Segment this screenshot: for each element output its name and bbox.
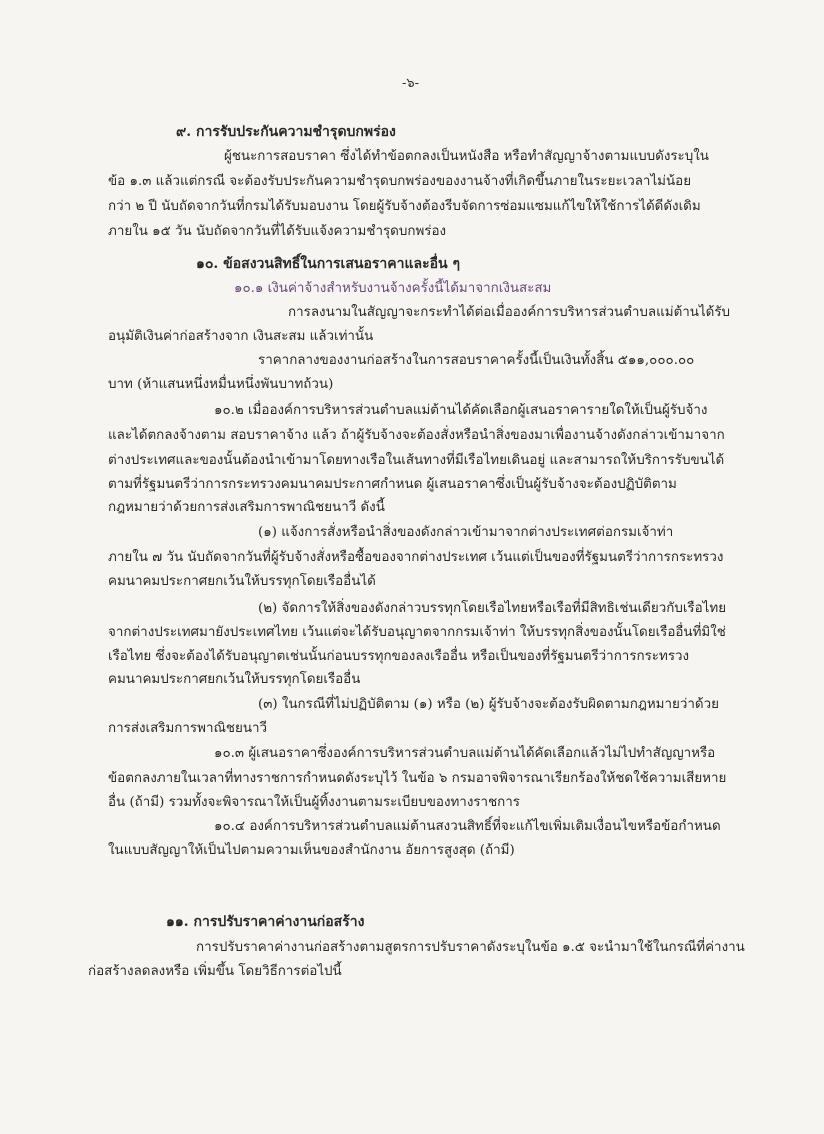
section-10-line: คมนาคมประกาศยกเว้นให้บรรทุกโดยเรืออื่นได้ [108,574,376,589]
section-10-line: การลงนามในสัญญาจะกระทำได้ต่อเมื่อองค์การบริหารส่วนตำบลแม่ต้านได้รับ [288,305,731,320]
section-10-line: ตามที่รัฐมนตรีว่าการกระทรวงคมนาคมประกาศกำหนด ผู้เสนอราคาซึ่งเป็นผู้รับจ้างจะต้องปฏิบัติตาม [108,477,677,492]
page-number: -๖- [402,76,420,91]
section-10-line: ๑๐.๓ ผู้เสนอราคาซึ่งองค์การบริหารส่วนตำบลแม่ต้านได้คัดเลือกแล้วไม่ไปทำสัญญาหรือ [214,746,716,761]
section-10-line: อนุมัติเงินค่าก่อสร้างจาก เงินสะสม แล้วเท่านั้น [108,329,374,344]
section-10-line: (๓) ในกรณีที่ไม่ปฏิบัติตาม (๑) หรือ (๒) ผู้รับจ้างจะต้องรับผิดตามกฎหมายว่าด้วย [258,697,719,712]
section-10-line: เรือไทย ซึ่งจะต้องได้รับอนุญาตเช่นนั้นก่อนบรรทุกของลงเรืออื่น หรือเป็นของที่รัฐมนตรีว่าการกระทรวง [108,649,690,664]
section-10-line: ต่างประเทศและของนั้นต้องนำเข้ามาโดยทางเรือในเส้นทางที่มีเรือไทยเดินอยู่ และสามารถให้บริการรับขนได้ [108,453,725,468]
section-10-line: ข้อตกลงภายในเวลาที่ทางราชการกำหนดดังระบุไว้ ในข้อ ๖ กรมอาจพิจารณาเรียกร้องให้ชดใช้ความเสียหาย [108,771,727,786]
section-10-line: ๑๐.๒ เมื่อองค์การบริหารส่วนตำบลแม่ต้านได้คัดเลือกผู้เสนอราคารายใดให้เป็นผู้รับจ้าง [214,403,708,418]
section-10-line: และได้ตกลงจ้างตาม สอบราคาจ้าง แล้ว ถ้าผู้รับจ้างจะต้องสั่งหรือนำสิ่งของมาเพื่องานจ้างดังกล่าวเข้ามาจาก [108,428,725,443]
section-10-line: ราคากลางของงานก่อสร้างในการสอบราคาครั้งนี้เป็นเงินทั้งสิ้น ๕๑๑,๐๐๐.๐๐ [258,353,695,368]
section-10-heading: ๑๐. ข้อสงวนสิทธิ์ในการเสนอราคาและอื่น ๆ [196,256,460,272]
section-11-heading: ๑๑. การปรับราคาค่างานก่อสร้าง [166,914,365,930]
section-10-line: ๑๐.๑ เงินค่าจ้างสำหรับงานจ้างครั้งนี้ได้มาจากเงินสะสม [234,281,552,296]
section-10-line: การส่งเสริมการพาณิชยนาวี [108,721,268,736]
section-9-heading: ๙. การรับประกันความชำรุดบกพร่อง [176,124,396,140]
section-9-line: กว่า ๒ ปี นับถัดจากวันที่กรมได้รับมอบงาน โดยผู้รับจ้างต้องรีบจัดการซ่อมแซมแก้ไขให้ใช้การได้ดีดังเดิม [108,199,701,214]
section-11-line: ก่อสร้างลดลงหรือ เพิ่มขึ้น โดยวิธีการต่อไปนี้ [88,964,342,979]
section-9-line: ข้อ ๑.๓ แล้วแต่กรณี จะต้องรับประกันความชำรุดบกพร่องของงานจ้างที่เกิดขึ้นภายในระยะเวลาไม่น้อย [108,174,692,189]
section-10-line: จากต่างประเทศมายังประเทศไทย เว้นแต่จะได้รับอนุญาตจากกรมเจ้าท่า ให้บรรทุกสิ่งของนั้นโดยเรืออื่นที่มิใช่ [108,625,726,640]
section-10-line: (๒) จัดการให้สิ่งของดังกล่าวบรรทุกโดยเรือไทยหรือเรือที่มีสิทธิเช่นเดียวกับเรือไทย [258,601,727,616]
section-9-line: ภายใน ๑๕ วัน นับถัดจากวันที่ได้รับแจ้งความชำรุดบกพร่อง [108,224,447,239]
section-10-line: กฎหมายว่าด้วยการส่งเสริมการพาณิชยนาวี ดังนี้ [108,500,385,515]
section-10-line: คมนาคมประกาศยกเว้นให้บรรทุกโดยเรืออื่น [108,672,361,687]
section-10-line: (๑) แจ้งการสั่งหรือนำสิ่งของดังกล่าวเข้ามาจากต่างประเทศต่อกรมเจ้าท่า [258,525,674,540]
section-11-line: การปรับราคาค่างานก่อสร้างตามสูตรการปรับราคาดังระบุในข้อ ๑.๕ จะนำมาใช้ในกรณีที่ค่างาน [196,940,745,955]
section-10-line: ภายใน ๗ วัน นับถัดจากวันที่ผู้รับจ้างสั่งหรือซื้อของจากต่างประเทศ เว้นแต่เป็นของที่รัฐมนตรีว่าการกระทรวง [108,550,724,565]
section-10-line: ในแบบสัญญาให้เป็นไปตามความเห็นของสำนักงาน อัยการสูงสุด (ถ้ามี) [108,843,515,858]
section-10-line: บาท (ห้าแสนหนึ่งหมื่นหนึ่งพันบาทถ้วน) [108,377,334,392]
section-9-line: ผู้ชนะการสอบราคา ซึ่งได้ทำข้อตกลงเป็นหนังสือ หรือทำสัญญาจ้างตามแบบดังระบุใน [224,149,709,164]
section-10-line: ๑๐.๔ องค์การบริหารส่วนตำบลแม่ต้านสงวนสิทธิ์ที่จะแก้ไขเพิ่มเติมเงื่อนไขหรือข้อกำหนด [214,819,721,834]
section-10-line: อื่น (ถ้ามี) รวมทั้งจะพิจารณาให้เป็นผู้ทิ้งงานตามระเบียบของทางราชการ [108,795,520,810]
